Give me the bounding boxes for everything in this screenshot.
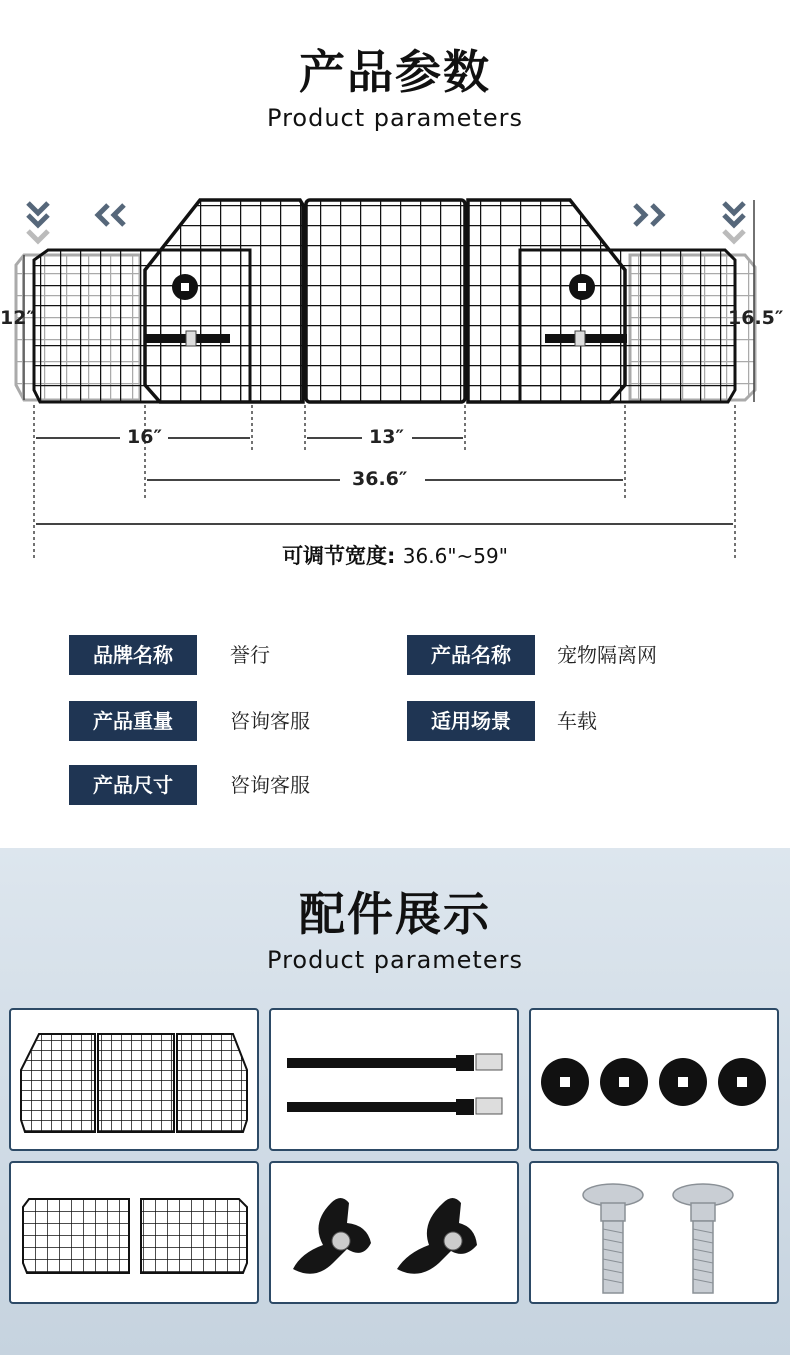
tri-knob-icon (271, 1163, 517, 1302)
carriage-bolt-icon (531, 1163, 777, 1302)
param-key-weight: 产品重量 (69, 701, 197, 741)
accessory-card-tri-knobs (269, 1161, 519, 1304)
accessory-card-side-panels (9, 1161, 259, 1304)
width-side-label: 16″ (127, 426, 162, 448)
barrier-diagram-icon (0, 185, 790, 585)
page-subtitle: Product parameters (267, 104, 523, 132)
param-key-size: 产品尺寸 (69, 765, 197, 805)
param-key-product-name: 产品名称 (407, 635, 535, 675)
page-title: 产品参数 (299, 45, 491, 99)
param-key-brand: 品牌名称 (69, 635, 197, 675)
param-value-scene: 车载 (557, 709, 597, 733)
param-key-scene: 适用场景 (407, 701, 535, 741)
side-panel-grid-icon (11, 1163, 257, 1302)
accessory-card-straps (269, 1008, 519, 1151)
param-value-weight: 咨询客服 (230, 709, 310, 733)
adjustable-width-label: 可调节宽度: (282, 544, 396, 568)
dimension-diagram (0, 185, 790, 585)
height-right-label: 16.5″ (728, 307, 784, 329)
three-panel-grid-icon (11, 1010, 257, 1149)
adjustable-width-value: 36.6"~59" (402, 544, 508, 568)
round-knob-set-icon (531, 1010, 777, 1149)
width-min-label: 36.6″ (352, 468, 408, 490)
param-value-brand: 誉行 (230, 643, 270, 667)
param-value-size: 咨询客服 (230, 773, 310, 797)
width-center-label: 13″ (369, 426, 404, 448)
accessory-card-bolts (529, 1161, 779, 1304)
param-value-product-name: 宠物隔离网 (557, 643, 657, 667)
strap-pair-icon (271, 1010, 517, 1149)
accessories-subtitle: Product parameters (267, 946, 523, 974)
accessories-section (0, 848, 790, 1355)
adjustable-width (0, 540, 790, 570)
accessory-card-grid (9, 1008, 259, 1151)
accessory-card-knobs (529, 1008, 779, 1151)
height-left-label: 12″ (0, 307, 35, 329)
accessories-title: 配件展示 (299, 887, 491, 941)
